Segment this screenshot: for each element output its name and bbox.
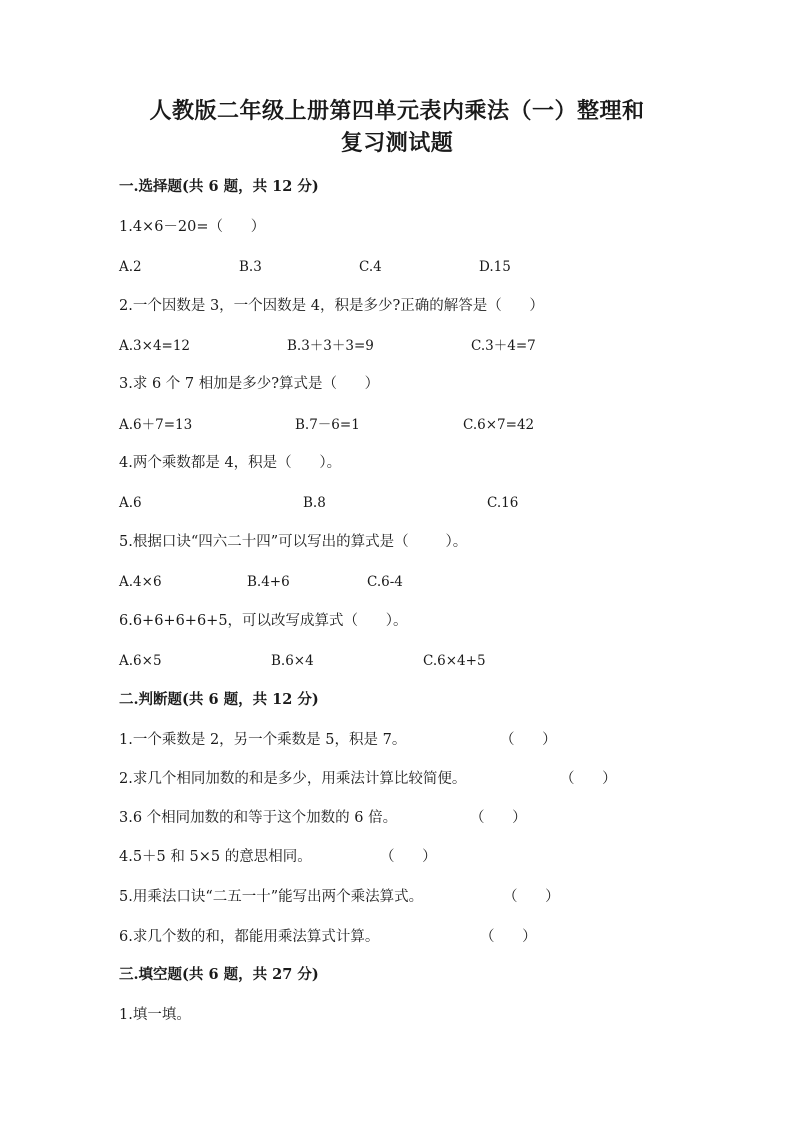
option-c: C.3＋4=7 — [471, 338, 536, 354]
option-a: A.6＋7=13 — [119, 417, 193, 433]
answer-parentheses: （ ） — [480, 929, 537, 945]
question-text: 1.4×6－20=（ ） — [119, 219, 266, 235]
option-a: A.2 — [119, 259, 142, 275]
option-b: B.3 — [239, 259, 262, 275]
question-text: 2.求几个相同加数的和是多少，用乘法计算比较简便。 — [119, 771, 467, 787]
option-a: A.3×4=12 — [119, 338, 191, 354]
option-c: C.6×4+5 — [423, 653, 486, 669]
section-heading-choice: 一.选择题(共 6 题，共 12 分) — [119, 178, 319, 195]
question-text: 6.6+6+6+6+5，可以改写成算式（ ）。 — [119, 613, 408, 629]
option-b: B.7－6=1 — [295, 417, 360, 433]
question-text: 5.根据口诀“四六二十四”可以写出的算式是（ ）。 — [119, 534, 468, 550]
option-b: B.8 — [303, 495, 326, 511]
option-b: B.3＋3＋3=9 — [287, 338, 374, 354]
question-text: 4.5＋5 和 5×5 的意思相同。 — [119, 849, 312, 865]
option-a: A.4×6 — [119, 574, 162, 590]
answer-parentheses: （ ） — [560, 771, 617, 787]
question-text: 6.求几个数的和，都能用乘法算式计算。 — [119, 929, 380, 945]
question-text: 1.填一填。 — [119, 1007, 191, 1023]
answer-parentheses: （ ） — [500, 732, 557, 748]
option-c: C.6-4 — [367, 574, 403, 590]
option-a: A.6 — [119, 495, 142, 511]
question-text: 2.一个因数是 3，一个因数是 4，积是多少?正确的解答是（ ） — [119, 298, 544, 314]
question-text: 4.两个乘数都是 4，积是（ ）。 — [119, 455, 342, 471]
question-text: 5.用乘法口诀“二五一十”能写出两个乘法算式。 — [119, 889, 424, 905]
question-text: 3.求 6 个 7 相加是多少?算式是（ ） — [119, 376, 380, 392]
option-d: D.15 — [479, 259, 511, 275]
option-a: A.6×5 — [119, 653, 162, 669]
section-heading-fill-blank: 三.填空题(共 6 题，共 27 分) — [119, 966, 319, 983]
page-title-line-2: 复习测试题 — [340, 130, 454, 156]
section-heading-judgement: 二.判断题(共 6 题，共 12 分) — [119, 691, 319, 708]
answer-parentheses: （ ） — [380, 849, 437, 865]
option-c: C.16 — [487, 495, 519, 511]
option-b: B.6×4 — [271, 653, 314, 669]
page-title-line-1: 人教版二年级上册第四单元表内乘法（一）整理和 — [149, 98, 645, 124]
question-text: 3.6 个相同加数的和等于这个加数的 6 倍。 — [119, 810, 398, 826]
answer-parentheses: （ ） — [503, 889, 560, 905]
answer-parentheses: （ ） — [470, 810, 527, 826]
option-c: C.6×7=42 — [463, 417, 535, 433]
option-c: C.4 — [359, 259, 382, 275]
question-text: 1.一个乘数是 2，另一个乘数是 5，积是 7。 — [119, 732, 407, 748]
option-b: B.4+6 — [247, 574, 290, 590]
